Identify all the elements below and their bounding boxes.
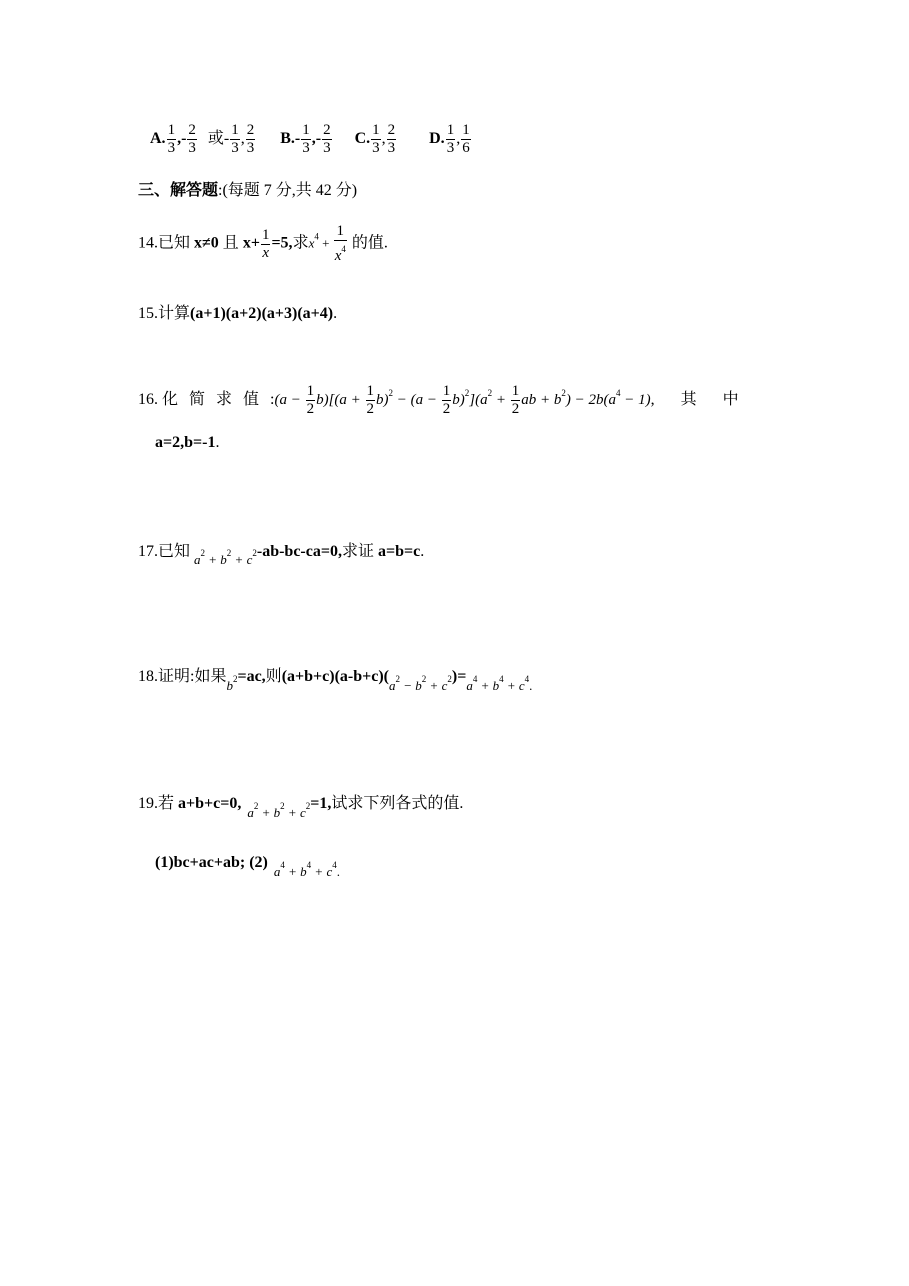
question-15: 15.计算(a+1)(a+2)(a+3)(a+4). <box>138 305 338 322</box>
expression-18b: a4 + b4 + c4. <box>466 674 533 693</box>
fraction: $\frac{1}{2}$ <box>442 383 451 418</box>
question-16-values: a=2,b=-1. <box>155 434 220 451</box>
fraction: $\frac{2}{3}$ <box>387 122 396 156</box>
section-title: 三、解答题 <box>138 180 219 199</box>
fraction: $\frac{1}{3}$ <box>302 122 310 156</box>
option-a-label: A. <box>150 130 166 148</box>
fraction: $\frac{2}{3}$ <box>188 122 196 156</box>
question-19-parts: (1)bc+ac+ab; $(2)_{a^4 + b^4 + c^4.}$ <box>155 854 340 879</box>
section-note: :(每题 7 分,共 42 分) <box>218 182 358 199</box>
fraction: $\frac{1}{3}$ <box>167 122 176 156</box>
option-c-label: C. <box>354 130 371 148</box>
fraction: $\frac{1}{3}$ <box>372 122 380 156</box>
q13-options: A. $\frac{1}{3}$ ,- $\frac{2}{3}$ 或- $\frac{1}{3}$ , $\frac{2}{3}$ B.- $\frac{1}{3}$ ,- $\frac{2}{3}$ C. $\frac{1}{3}$ , $\frac{2}{3}$ D. $\frac{1}{3}$ , $\frac{1}{6}$ <box>150 122 470 156</box>
fraction: $\frac{1}{2}$ <box>366 383 375 418</box>
fraction: $\frac{2}{3}$ <box>323 122 331 156</box>
fraction: $\frac{2}{3}$ <box>246 122 255 156</box>
question-19: 19.若 $a+b+c=0,_{a^2 + b^2 + c^2}=1$,试求下列各式的值. <box>138 795 464 820</box>
fraction: $\frac{1}{6}$ <box>462 122 470 156</box>
expression-18a: a2 − b2 + c2 <box>389 674 452 693</box>
question-14: 14.已知 x≠0 且 x+ $\frac{1}{x}$ =5,求$x^4$ + $\frac{1}{x^4}$ 的值. <box>138 223 388 264</box>
expression-19: a2 + b2 + c2 <box>247 801 311 820</box>
question-17: 17.已知 $_{a^2 + b^2 + c^2}$-ab-bc-ca=0,求证 a=b=c. <box>138 543 425 567</box>
expression-19b: a4 + b4 + c4. <box>273 860 340 879</box>
fraction: $\frac{1}{x^4}$ <box>334 223 346 264</box>
fraction: $\frac{1}{2}$ <box>511 383 520 418</box>
option-d-label: D. <box>429 130 445 148</box>
question-18: 18.证明:如果$_{b^2}$=ac,则$(a+b+c)(a-b+c)(_{a^2 - b^2 + c^2})=_{a^4 + b^4 + c^4.}$ <box>138 668 533 693</box>
question-16: 16. 化简求值:(a − $\frac{1}{2}$ b)[(a + $\frac{1}{2}$ b)$^2$ − (a − $\frac{1}{2}$ $b)^2](a^2$ + $\frac{1}{2}$ ab + $b^2) - 2b(a^4 - 1)$, 其 中 <box>138 383 750 418</box>
fraction: $\frac{1}{2}$ <box>306 383 315 418</box>
fraction: $\frac{1}{3}$ <box>446 122 455 156</box>
fraction: $\frac{1}{3}$ <box>231 122 239 156</box>
option-b-label: B.- <box>280 130 301 148</box>
expression-17: a2 + b2 + c2 <box>194 548 257 567</box>
fraction: $\frac{1}{x}$ <box>261 226 270 261</box>
expression-16: (a − $\frac{1}{2}$ b)[(a + $\frac{1}{2}$ b)$^2$ − (a − $\frac{1}{2}$ $b)^2](a^2$ + $\frac{1}{2}$ ab + $b^2) - 2b(a^4 - 1)$ <box>274 383 651 418</box>
section-heading <box>138 180 357 201</box>
